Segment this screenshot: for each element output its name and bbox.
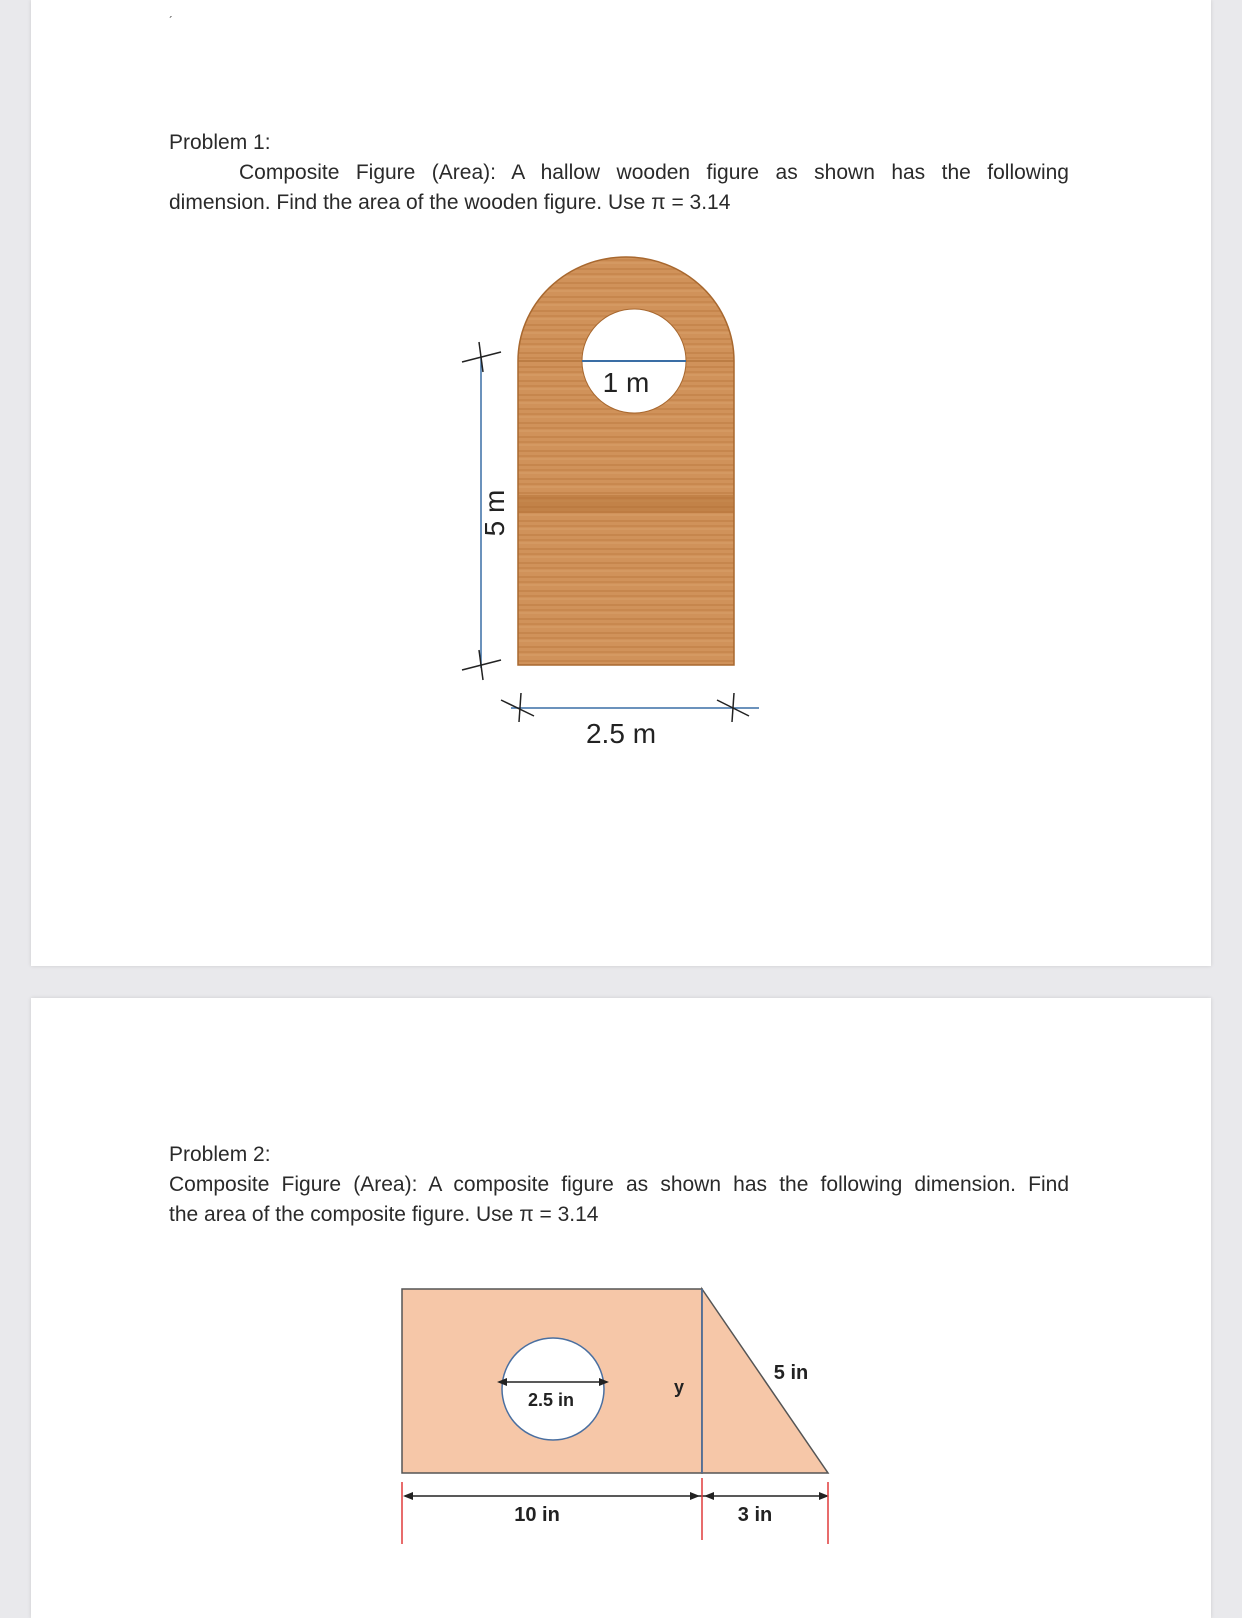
tri-base-label: 3 in xyxy=(737,1504,773,1526)
page-1 xyxy=(31,0,1211,966)
problem-1-text-line-1: Composite Figure (Area): A hallow wooden figure as shown has the following xyxy=(239,161,1069,184)
width-tick-right-cross xyxy=(732,693,734,722)
wood-dark-band xyxy=(519,495,733,513)
problem-2-text-line-1: Composite Figure (Area): A composite figure as shown has the following dimension. Find xyxy=(169,1173,1069,1196)
bottom-arrow-mid-left xyxy=(690,1492,700,1500)
page-2 xyxy=(31,998,1211,1618)
circle-hole xyxy=(502,1338,604,1440)
problem-2-title: Problem 2: xyxy=(169,1143,271,1166)
rect-width-label: 10 in xyxy=(514,1504,560,1526)
problem-2-text-line-2: the area of the composite figure. Use π = 3.14 xyxy=(169,1203,599,1226)
circle-label: 2.5 in xyxy=(527,1390,575,1410)
triangle-part xyxy=(702,1289,828,1473)
composite-figure xyxy=(31,998,1211,1618)
bottom-arrow-mid-right xyxy=(704,1492,714,1500)
hyp-label: 5 in xyxy=(773,1362,809,1384)
width-label: 2.5 m xyxy=(585,718,657,749)
width-tick-left-cross xyxy=(519,693,521,722)
bottom-arrow-left xyxy=(403,1492,413,1500)
hole-label: 1 m xyxy=(602,367,650,398)
corner-mark: ˏ xyxy=(168,2,173,18)
problem-1-title: Problem 1: xyxy=(169,131,271,154)
y-label: y xyxy=(673,1377,685,1397)
height-label: 5 m xyxy=(479,489,510,537)
problem-1-text-line-2: dimension. Find the area of the wooden figure. Use π = 3.14 xyxy=(169,191,731,214)
wooden-figure xyxy=(31,0,1211,966)
